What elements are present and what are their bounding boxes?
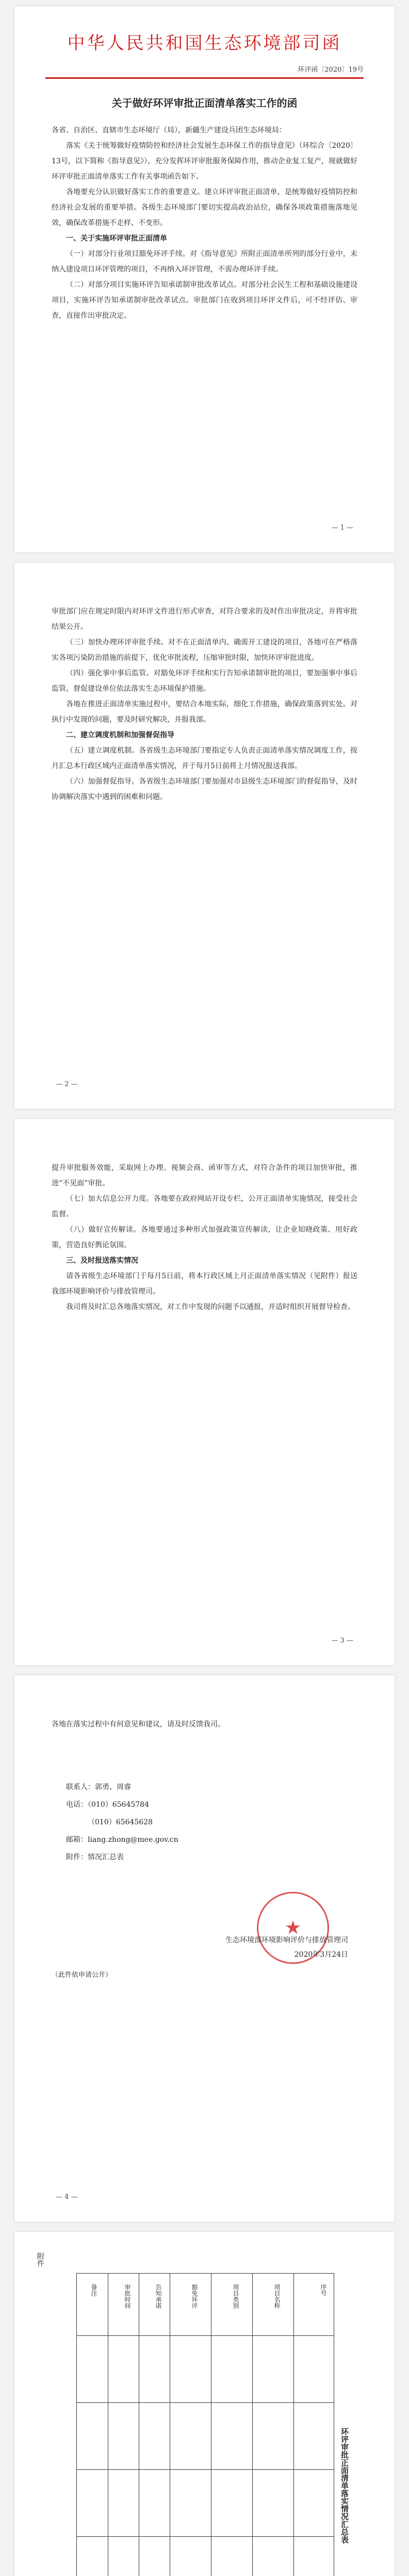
table-header-cell: 项目名称 <box>273 2284 281 2309</box>
summary-table <box>76 2273 334 2576</box>
body-text-page-4 <box>52 1717 357 1732</box>
document-title: 关于做好环评审批正面清单落实工作的函 <box>111 97 298 109</box>
section-heading: 三、及时报送落实情况 <box>66 1257 138 1265</box>
paragraph: 我司将及时汇总各地落实情况，对工作中发现的问题予以通报，并适时组织开展督导检查。 <box>66 1303 355 1311</box>
sign-date: 2020年3月24日 <box>294 1951 348 1959</box>
paragraph: （一）对部分行业项目豁免环评手续。对《指导意见》所附正面清单所列的部分行业中，未纳入建设项目环评管理的项目，不再纳入环评管理，不需办理环评手续。 <box>52 250 357 274</box>
body-text-page-2 <box>52 604 357 805</box>
attachment-label: 附件 <box>36 2252 44 2267</box>
paragraph: （八）做好宣传解读。各地要通过多种形式加强政策宣传解读，让企业知晓政策、用好政策，营造良好舆论氛围。 <box>52 1226 357 1249</box>
paragraph: 请各省级生态环境部门于每月5日前，将本行政区域上月正面清单落实情况（见附件）报送我部环境影响评价与排放管理司。 <box>52 1272 357 1296</box>
paragraph: 提升审批服务效能，采取网上办理、视频会商、函审等方式，对符合条件的项目加快审批，推进“不见面”审批。 <box>52 1164 357 1188</box>
document-number: 环评函〔2020〕19号 <box>298 66 364 74</box>
contact-person: 联系人：郭勇、周睿 <box>66 1783 131 1791</box>
paragraph: （四）强化事中事后监管。对豁免环评手续和实行告知承诺制审批的项目，要加强事中事后监管，督促建设单位依法落实生态环境保护措施。 <box>52 669 357 693</box>
paragraph: 落实《关于统筹做好疫情防控和经济社会发展生态环保工作的指导意见》（环综合〔2020〕13号，以下简称《指导意见》），充分发挥环评审批服务保障作用，推动企业复工复产，现就做好环评审批正面清单落实工作有关事项函告如下。 <box>52 142 357 181</box>
table-title: 环评审批正面清单落实情况汇总表 <box>340 2428 349 2544</box>
table-row <box>77 2469 334 2470</box>
paragraph: （六）加强督促指导。各省级生态环境部门要加强对市县级生态环境部门的督促指导，及时协调解决落实中遇到的困难和问题。 <box>52 777 357 801</box>
contact-phone-2: （010）65645628 <box>88 1818 153 1826</box>
signer-name: 生态环境部环境影响评价与排放管理司 <box>225 1936 348 1944</box>
document-page-5-table <box>14 2232 395 2576</box>
paragraph: 审批部门应在规定时限内对环评文件进行形式审查，对符合要求的及时作出审批决定，并将审批结果公开。 <box>52 607 357 631</box>
table-header-cell: 豁免环评 <box>191 2284 198 2309</box>
table-row <box>77 2335 334 2336</box>
red-separator <box>45 77 364 79</box>
paragraph: （二）对部分项目实施环评告知承诺制审批改革试点。对部分社会民生工程和基础设施建设项目，实施环评告知承诺制审批改革试点。审批部门在收到项目环评文件后，可不经评估、审查，直接作出审批决定。 <box>52 281 357 320</box>
contact-block <box>52 1778 357 1866</box>
document-page-2 <box>14 563 395 1109</box>
page-number: — 3 — <box>331 1637 353 1645</box>
body-text-page-1 <box>52 123 357 324</box>
table-header-cell: 告知承诺 <box>155 2284 162 2309</box>
public-note: （此件依申请公开） <box>52 1971 112 1979</box>
table-col-divider <box>293 2274 294 2576</box>
body-text-page-3 <box>52 1160 357 1315</box>
table-header-cell: 序号 <box>320 2284 327 2296</box>
addressee: 各省、自治区、直辖市生态环境厅（局），新疆生产建设兵团生态环境局： <box>52 126 286 134</box>
page-number: — 4 — <box>56 2193 78 2201</box>
paragraph: （七）加大信息公开力度。各地要在政府网站开设专栏，公开正面清单实施情况，接受社会监督。 <box>52 1195 357 1218</box>
attachment-note: 附件：情况汇总表 <box>66 1853 124 1861</box>
table-col-divider <box>252 2274 253 2576</box>
table-header-cell: 审批时间 <box>124 2284 131 2309</box>
paragraph: 各地在推进正面清单实施过程中，要结合本地实际，细化工作措施，确保政策落到实处。对执行中发现的问题，要及时研究解决，并报我部。 <box>52 700 357 724</box>
section-heading: 一、关于实施环评审批正面清单 <box>66 234 167 243</box>
table-header-cell: 备注 <box>90 2284 97 2296</box>
paragraph: （三）加快办理环评审批手续。对不在正面清单内、确需开工建设的项目，各地可在严格落实各项污染防治措施的前提下，优化审批流程，压缩审批时限，加快环评审批进度。 <box>52 638 357 662</box>
paragraph: （五）建立调度机制。各省级生态环境部门要指定专人负责正面清单落实情况调度工作，按月汇总本行政区域内正面清单落实情况，并于每月5日前将上月情况报送我部。 <box>52 747 357 770</box>
page-number: — 2 — <box>56 1080 78 1088</box>
table-header-cell: 项目类别 <box>232 2284 239 2309</box>
paragraph: 各地要充分认识做好落实工作的重要意义。建立环评审批正面清单，是统筹做好疫情防控和经济社会发展的重要举措。各级生态环境部门要切实提高政治站位，确保各项政策措施落地见效，确保改革措施不走样、不变形。 <box>52 188 357 227</box>
document-page-4 <box>14 1675 395 2222</box>
contact-phone: 电话：（010）65645784 <box>66 1801 149 1809</box>
table-row <box>77 2402 334 2403</box>
document-page-1 <box>14 6 395 552</box>
page-number: — 1 — <box>331 524 353 532</box>
section-heading: 二、建立调度机制和加强督促指导 <box>66 731 174 739</box>
contact-email: 邮箱：liang.zhong@mee.gov.cn <box>66 1836 178 1844</box>
paragraph: 各地在落实过程中有何意见和建议，请及时反馈我司。 <box>52 1720 225 1728</box>
red-header: 中华人民共和国生态环境部司函 <box>67 33 342 54</box>
document-page-3 <box>14 1119 395 1665</box>
signer-block <box>225 1933 348 1962</box>
table-row <box>77 2536 334 2537</box>
